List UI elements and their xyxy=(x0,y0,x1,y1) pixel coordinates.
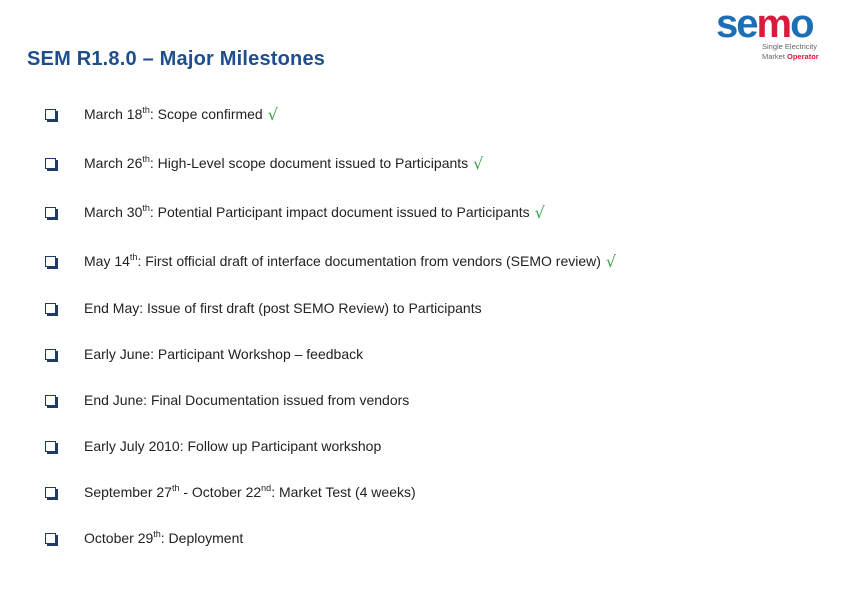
checkbox-bullet-icon xyxy=(45,158,56,169)
milestone-text: March 30th: Potential Participant impact document issued to Participants xyxy=(84,203,530,220)
page-title: SEM R1.8.0 – Major Milestones xyxy=(27,48,326,70)
milestone-text: March 26th: High-Level scope document issued to Participants xyxy=(84,154,469,171)
list-item xyxy=(45,436,381,456)
list-item xyxy=(45,298,482,318)
checkbox-bullet-icon xyxy=(45,395,56,406)
check-mark-icon: √ xyxy=(534,202,545,222)
checkbox-bullet-icon xyxy=(45,533,56,544)
checkbox-bullet-icon xyxy=(45,441,56,452)
checkbox-bullet-icon xyxy=(45,487,56,498)
list-item xyxy=(45,202,545,222)
milestone-text: March 18th: Scope confirmed xyxy=(84,105,263,122)
checkbox-bullet-icon xyxy=(45,207,56,218)
check-mark-icon: √ xyxy=(267,104,278,124)
milestone-text: October 29th: Deployment xyxy=(84,529,244,546)
logo-tagline-line1: Single Electricity xyxy=(762,42,818,51)
check-mark-icon: √ xyxy=(605,251,617,271)
milestone-text: End June: Final Documentation issued from vendors xyxy=(84,392,410,408)
milestone-text: Early July 2010: Follow up Participant workshop xyxy=(84,438,382,454)
checkbox-bullet-icon xyxy=(45,256,56,267)
checkbox-bullet-icon xyxy=(45,109,56,120)
check-mark-icon: √ xyxy=(473,153,484,173)
list-item xyxy=(45,528,243,548)
milestone-text: May 14th: First official draft of interface documentation from vendors (SEMO review) xyxy=(84,252,601,269)
list-item xyxy=(45,153,483,173)
list-item xyxy=(45,104,278,124)
list-item xyxy=(45,344,363,364)
milestone-text: Early June: Participant Workshop – feedback xyxy=(84,346,364,362)
logo-tagline-line2: Market Operator xyxy=(762,52,819,61)
milestone-text: End May: Issue of first draft (post SEMO Review) to Participants xyxy=(84,300,482,316)
list-item xyxy=(45,251,616,271)
checkbox-bullet-icon xyxy=(45,303,56,314)
logo-wordmark: semo xyxy=(716,2,813,46)
list-item xyxy=(45,390,409,410)
list-item xyxy=(45,482,416,502)
checkbox-bullet-icon xyxy=(45,349,56,360)
milestone-text: September 27th - October 22nd: Market Test (4 weeks) xyxy=(84,483,416,500)
